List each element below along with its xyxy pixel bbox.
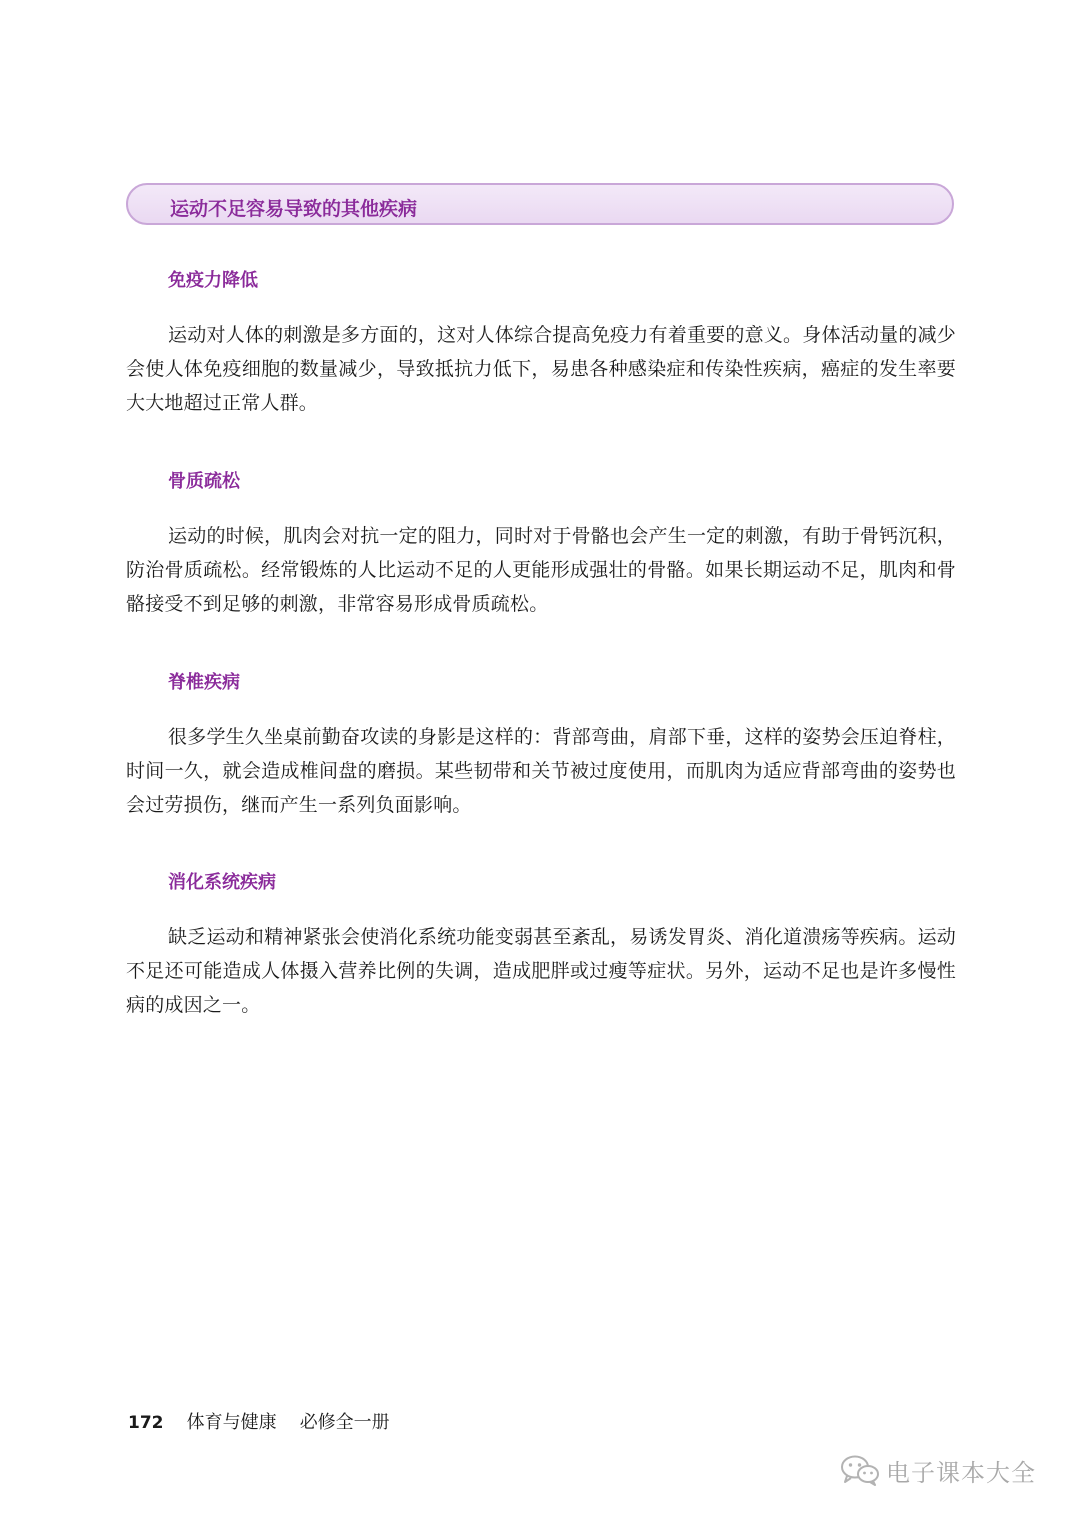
section-banner bbox=[126, 183, 954, 225]
section-body: 缺乏运动和精神紧张会使消化系统功能变弱甚至紊乱，易诱发胃炎、消化道溃疡等疾病。运动不足还可能造成人体摄入营养比例的失调，造成肥胖或过瘦等症状。另外，运动不足也是许多慢性病的成因之一。 bbox=[126, 926, 956, 1016]
section-digestive bbox=[126, 870, 956, 1022]
section-osteoporosis bbox=[126, 469, 956, 621]
watermark-text: 电子课本大全 bbox=[886, 1458, 1036, 1487]
book-title: 体育与健康 bbox=[186, 1412, 277, 1433]
section-body: 很多学生久坐桌前勤奋攻读的身影是这样的：背部弯曲，肩部下垂，这样的姿势会压迫脊柱，时间一久，就会造成椎间盘的磨损。某些韧带和关节被过度使用，而肌肉为适应背部弯曲的姿势也会过劳损伤，继而产生一系列负面影响。 bbox=[126, 726, 956, 816]
section-heading: 骨质疏松 bbox=[168, 471, 240, 492]
section-spine bbox=[126, 670, 956, 822]
watermark bbox=[840, 1452, 1036, 1488]
section-heading: 免疫力降低 bbox=[168, 270, 258, 291]
section-immunity bbox=[126, 268, 956, 420]
book-volume: 必修全一册 bbox=[299, 1412, 390, 1433]
wechat-icon bbox=[840, 1454, 880, 1486]
section-body: 运动对人体的刺激是多方面的，这对人体综合提高免疫力有着重要的意义。身体活动量的减少会使人体免疫细胞的数量减少，导致抵抗力低下，易患各种感染症和传染性疾病，癌症的发生率要大大地超过正常人群。 bbox=[126, 324, 956, 414]
section-body: 运动的时候，肌肉会对抗一定的阻力，同时对于骨骼也会产生一定的刺激，有助于骨钙沉积，防治骨质疏松。经常锻炼的人比运动不足的人更能形成强壮的骨骼。如果长期运动不足，肌肉和骨骼接受不到足够的刺激，非常容易形成骨质疏松。 bbox=[126, 525, 956, 615]
page-footer bbox=[128, 1408, 390, 1436]
section-heading: 消化系统疾病 bbox=[168, 872, 276, 893]
page-number: 172 bbox=[128, 1413, 164, 1433]
section-heading: 脊椎疾病 bbox=[168, 672, 240, 693]
banner-title: 运动不足容易导致的其他疾病 bbox=[170, 198, 418, 220]
